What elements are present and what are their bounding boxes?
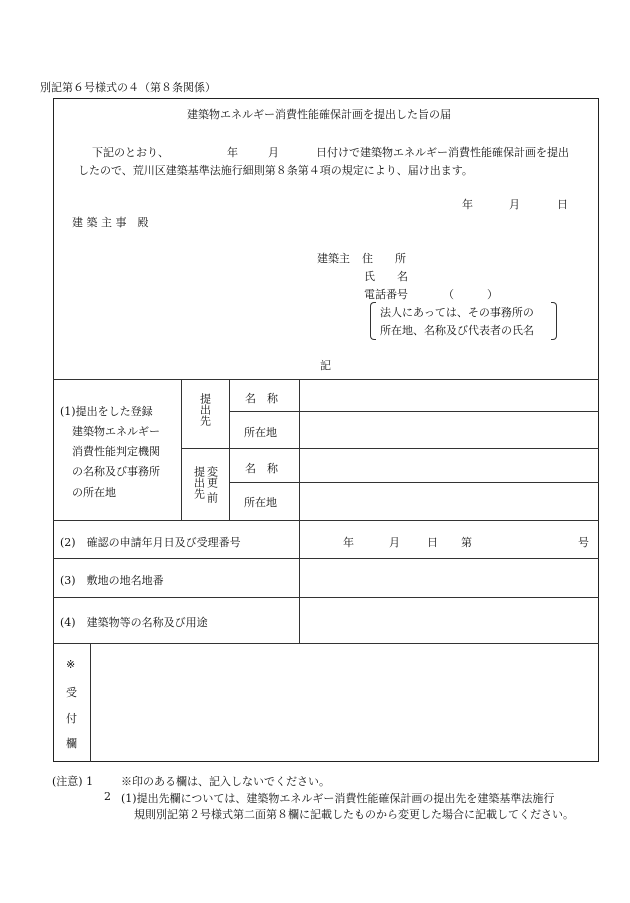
form-title: 建築物エネルギー消費性能確保計画を提出した旨の届 [187, 108, 451, 121]
address-label-1: 所在地 [244, 426, 277, 439]
changed-text-1: 変更 [205, 466, 219, 488]
rule-section2-top [53, 520, 599, 521]
right-bracket [551, 302, 557, 340]
changed-text-3: 前 [205, 492, 219, 503]
rule-section3-top [53, 558, 599, 559]
corp-note-1: 法人にあっては、その事務所の [380, 306, 534, 319]
intro-month: 月 [268, 146, 279, 159]
section2-label: (2) 確認の申請年月日及び受理番号 [60, 536, 241, 549]
applicant-address: 住 所 [362, 252, 406, 265]
reception-mark: ※ [66, 658, 76, 671]
form-id: 別記第６号様式の４（第８条関係） [40, 81, 216, 94]
date-day: 日 [557, 198, 568, 211]
note-prefix: (注意) 1 [52, 775, 94, 788]
addressee: 建 築 主 事 殿 [72, 216, 149, 229]
section2-day: 日 [427, 536, 438, 549]
section2-dai: 第 [461, 536, 472, 549]
changed-vertical-b [192, 466, 206, 502]
section1-label-1: (1)提出をした登録 [60, 405, 153, 418]
date-year: 年 [462, 198, 473, 211]
name-label-2: 名 称 [245, 462, 278, 475]
section2-month: 月 [389, 536, 400, 549]
address-label-2: 所在地 [244, 496, 277, 509]
date-month: 月 [509, 198, 520, 211]
section1-label-2: 建築物エネルギー [72, 425, 160, 438]
ki-label: 記 [320, 359, 331, 372]
applicant-name: 氏 名 [364, 270, 408, 283]
col-line-3 [299, 379, 300, 643]
applicant-label: 建築主 [317, 252, 350, 265]
intro-line1-a: 下記のとおり、 [92, 146, 169, 159]
rule-sub2 [181, 448, 599, 449]
changed-vertical-a [205, 466, 219, 491]
corp-note-2: 所在地、名称及び代表者の氏名 [380, 324, 534, 337]
col-line-reception [90, 643, 91, 762]
rule-section1-top [53, 379, 599, 380]
reception-char-3: 欄 [66, 737, 77, 750]
section4-label: (4) 建築物等の名称及び用途 [60, 616, 208, 629]
left-bracket [370, 302, 376, 340]
section3-label: (3) 敷地の地名地番 [60, 574, 164, 587]
intro-year: 年 [227, 146, 238, 159]
note-1: ※印のある欄は、記入しないでください。 [121, 775, 330, 788]
applicant-phone-parens: （ ） [443, 288, 498, 301]
note-2a: (1)提出先欄については、建築物エネルギー消費性能確保計画の提出先を建築基準法施行 [121, 792, 555, 805]
note-2b: 規則別記第２号様式第二面第８欄に記載したものから変更した場合に記載してください。 [134, 808, 574, 821]
intro-line1-d: 日付けで建築物エネルギー消費性能確保計画を提出 [316, 146, 569, 159]
section2-go: 号 [578, 536, 589, 549]
name-label-1: 名 称 [245, 392, 278, 405]
section1-label-5: の所在地 [72, 486, 116, 499]
rule-reception-top [53, 643, 599, 644]
col-line-2 [229, 379, 230, 520]
submit-to-text: 提出先 [198, 393, 212, 426]
changed-vertical-c [205, 492, 219, 506]
reception-char-2: 付 [66, 712, 77, 725]
section2-year: 年 [343, 536, 354, 549]
rule-section4-top [53, 597, 599, 598]
section1-label-4: の名称及び事務所 [72, 465, 160, 478]
rule-sub3 [229, 482, 599, 483]
intro-line2: したので、荒川区建築基準法施行細則第８条第４項の規定により、届け出ます。 [78, 164, 473, 177]
note-2-number: 2 [104, 790, 111, 803]
col-line-1 [181, 379, 182, 520]
rule-sub1 [229, 411, 599, 412]
submit-to-vertical [198, 393, 212, 429]
changed-text-2: 提出先 [192, 466, 206, 499]
applicant-phone: 電話番号 [364, 288, 408, 301]
reception-char-1: 受 [66, 686, 77, 699]
section1-label-3: 消費性能判定機関 [72, 445, 160, 458]
